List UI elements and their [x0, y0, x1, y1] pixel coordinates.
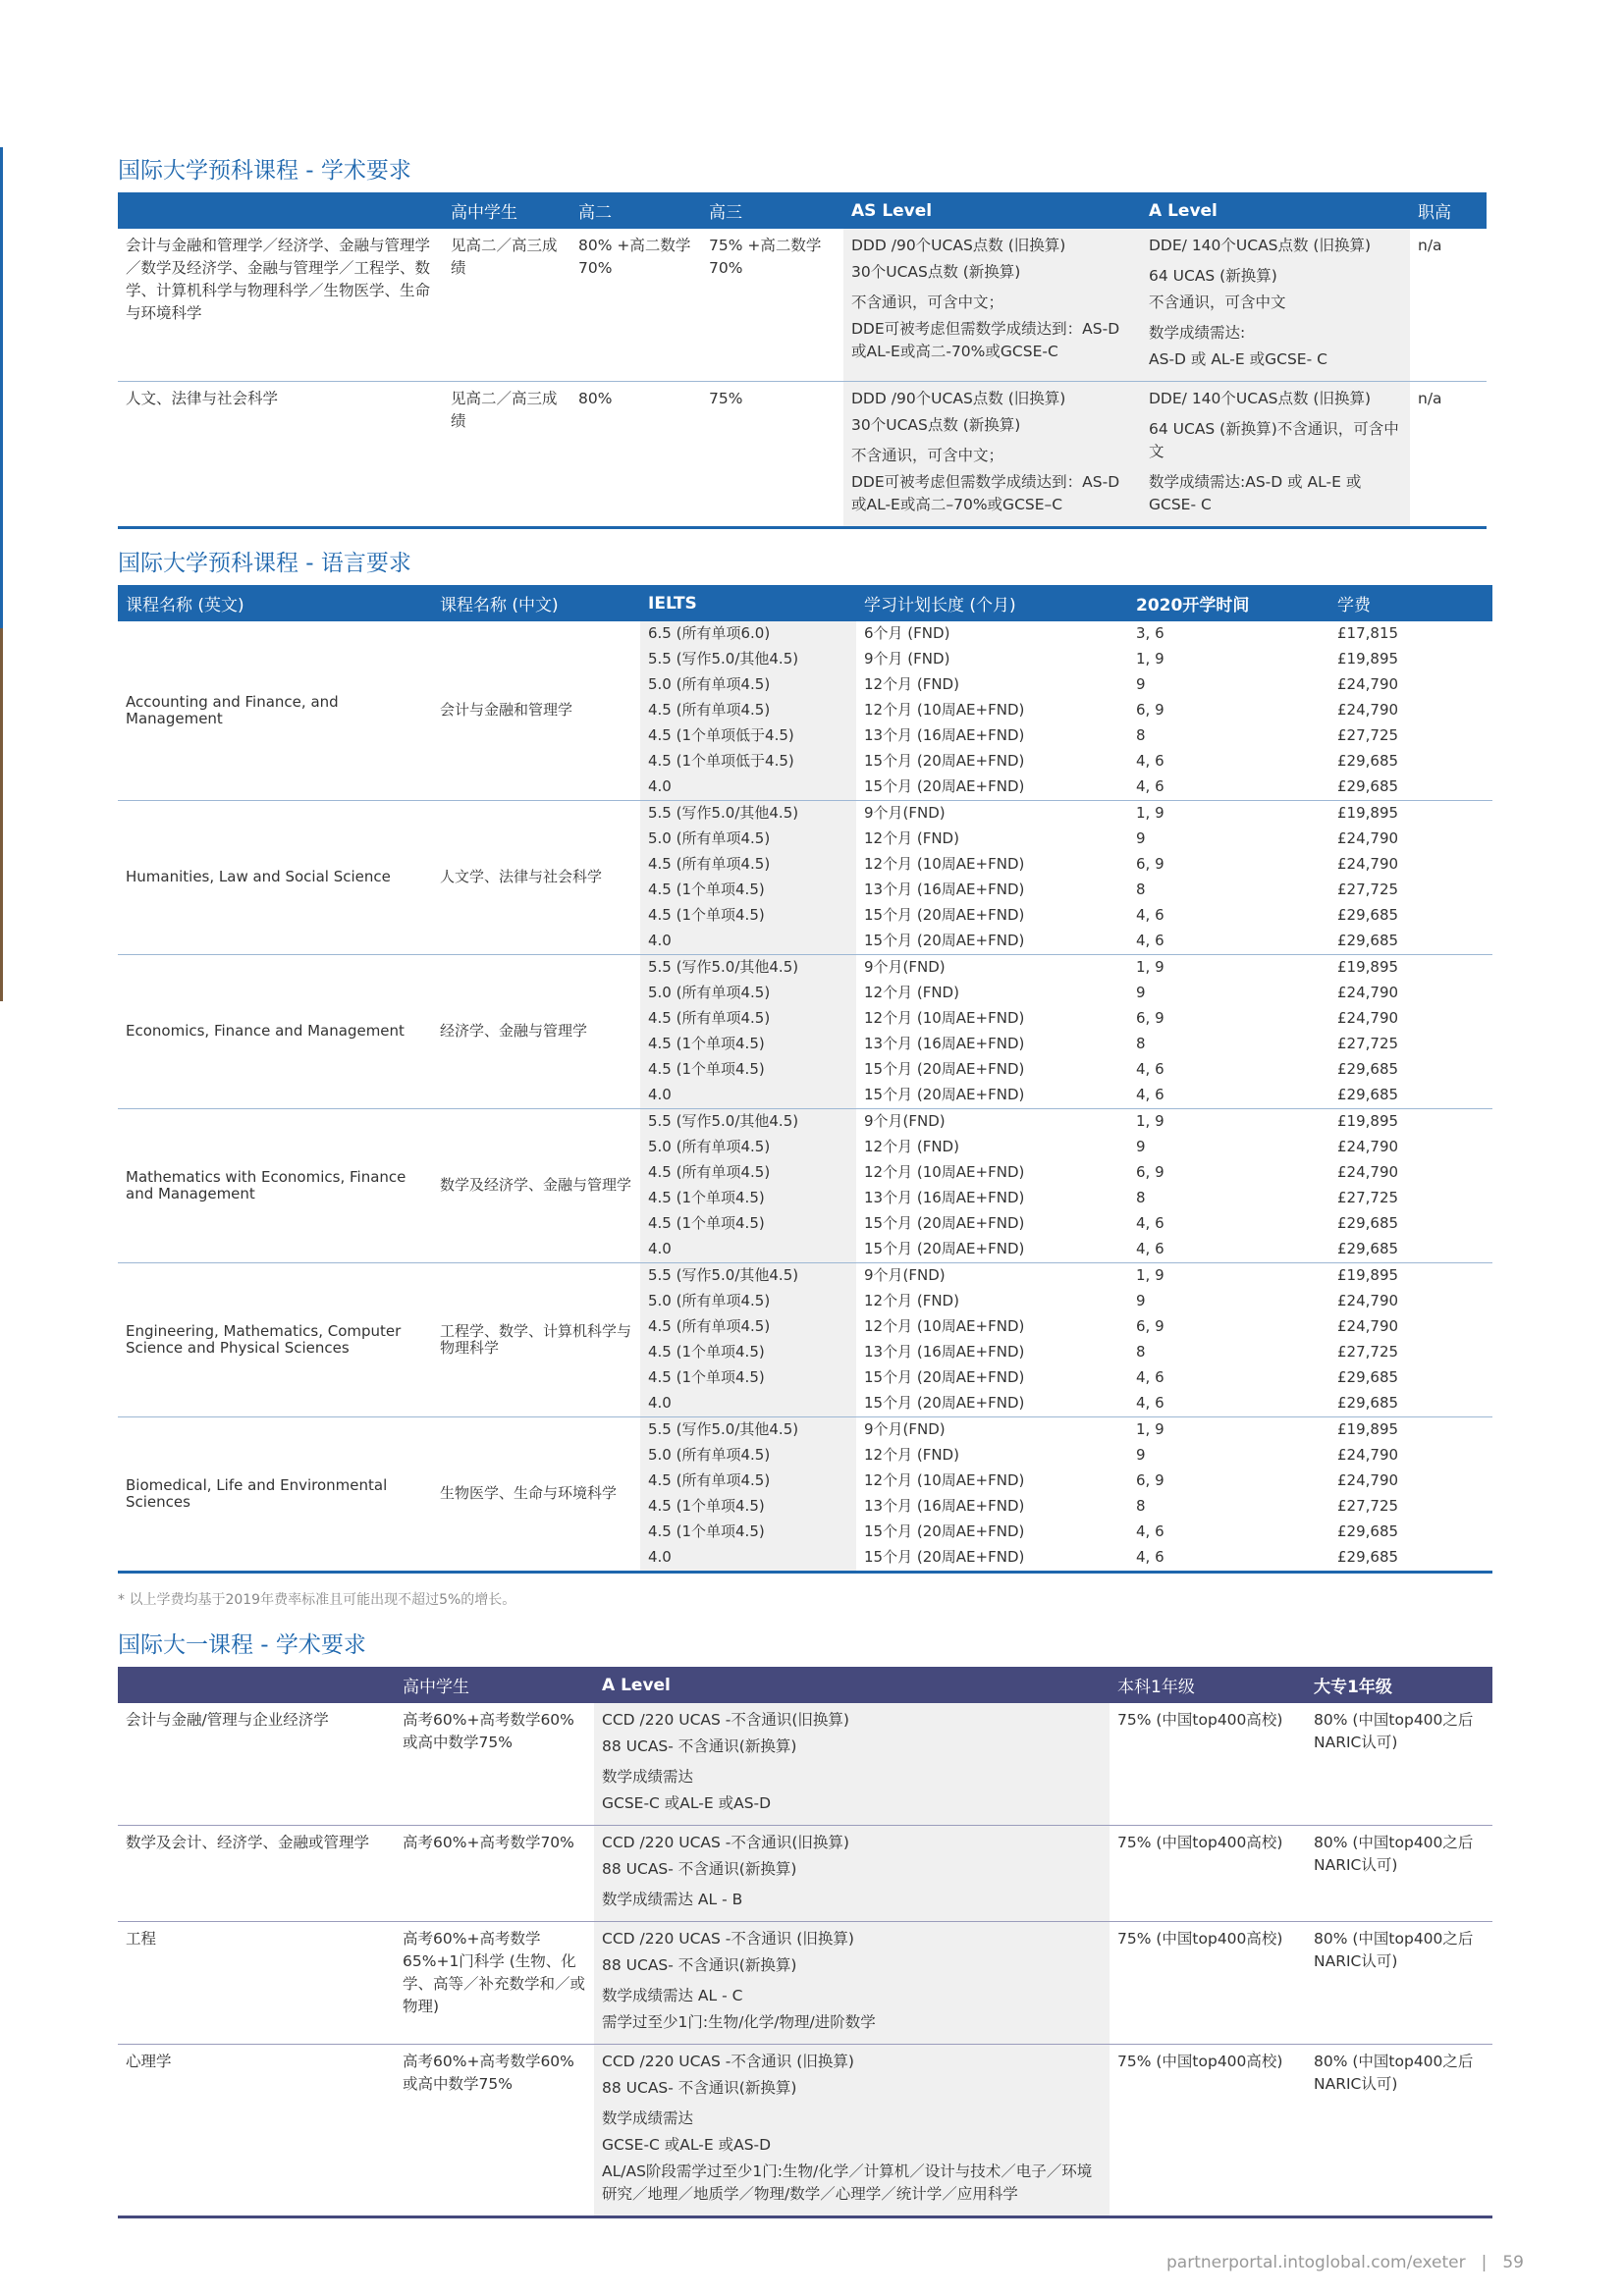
- fee-cell: £29,685: [1337, 1548, 1399, 1566]
- duration-cell: 9个月(FND): [856, 1417, 1128, 1444]
- header-cell: 高中学生: [451, 203, 517, 223]
- college-cell: 80% (中国top400之后NARIC认可): [1306, 1703, 1492, 1826]
- fee-cell: £27,725: [1337, 1189, 1399, 1206]
- ielts-cell: 5.5 (写作5.0/其他4.5): [640, 647, 856, 672]
- section-title-foundation-academic: 国际大学预科课程 - 学术要求: [118, 158, 411, 184]
- hs-cell: 见高二／高三成绩: [443, 229, 570, 382]
- ielts-cell: 4.0: [640, 774, 856, 801]
- fee-cell: £27,725: [1337, 726, 1399, 744]
- start-month-cell: 4, 6: [1136, 1368, 1164, 1386]
- duration-cell: 15个月 (20周AE+FND): [864, 1060, 1025, 1078]
- duration-cell: 13个月 (16周AE+FND): [864, 1343, 1025, 1361]
- ielts-cell: 4.0: [640, 1083, 856, 1109]
- fee-cell: £24,790: [1337, 675, 1399, 693]
- header-cell: [118, 192, 443, 229]
- start-month-cell: 1, 9: [1128, 1109, 1329, 1136]
- fee-cell: £27,725: [1337, 1035, 1399, 1052]
- hs-cell: 高考60%+高考数学70%: [395, 1826, 594, 1922]
- duration-cell: 12个月 (FND): [864, 1292, 959, 1309]
- start-month-cell: 8: [1136, 881, 1146, 898]
- start-month-cell: 8: [1136, 1035, 1146, 1052]
- g3-cell: 75%: [709, 390, 743, 407]
- al-cell: CCD /220 UCAS -不含通识(旧换算) 88 UCAS- 不含通识(新换算) 数学成绩需达 AL - B: [594, 1826, 1110, 1922]
- course-name-cn: 工程学、数学、计算机科学与物理科学: [432, 1263, 640, 1417]
- fee-cell: £24,790: [1337, 1292, 1399, 1309]
- table-year-one-academic: [118, 1667, 1492, 2218]
- start-month-cell: 1, 9: [1136, 650, 1164, 667]
- ielts-cell: 6.5 (所有单项6.0): [640, 621, 856, 647]
- start-month-cell: 9: [1136, 829, 1146, 847]
- fee-cell: £29,685: [1337, 932, 1399, 949]
- subject-cell: 人文、法律与社会科学: [126, 390, 279, 407]
- duration-cell: 15个月 (20周AE+FND): [864, 1522, 1025, 1540]
- start-month-cell: 6, 9: [1136, 1163, 1164, 1181]
- college-cell: 80% (中国top400之后NARIC认可): [1306, 1826, 1492, 1922]
- ielts-cell: 4.5 (所有单项4.5): [640, 698, 856, 723]
- fee-cell: £29,685: [1337, 1522, 1399, 1540]
- start-month-cell: 4, 6: [1136, 752, 1164, 770]
- ielts-cell: 4.5 (所有单项4.5): [640, 1006, 856, 1032]
- header-cell: 学习计划长度 (个月): [864, 596, 1016, 615]
- fee-cell: £27,725: [1337, 1343, 1399, 1361]
- duration-cell: 9个月 (FND): [864, 650, 950, 667]
- start-month-cell: 4, 6: [1136, 1240, 1164, 1257]
- header-cell: 课程名称 (中文): [440, 596, 559, 615]
- table-row: [118, 382, 1487, 528]
- college-cell: 80% (中国top400之后NARIC认可): [1306, 1922, 1492, 2045]
- start-month-cell: 9: [1136, 984, 1146, 1001]
- footer-url-link[interactable]: partnerportal.intoglobal.com/exeter: [1166, 2253, 1466, 2272]
- as-cell: DDD /90个UCAS点数 (旧换算) 30个UCAS点数 (新换算) 不含通识，可含中文； DDE可被考虑但需数学成绩达到：AS-D 或AL-E或高二-70%或GCSE-C: [843, 229, 1141, 382]
- ielts-cell: 4.5 (所有单项4.5): [640, 1468, 856, 1494]
- duration-cell: 9个月(FND): [856, 1109, 1128, 1136]
- start-month-cell: 8: [1136, 1189, 1146, 1206]
- course-name-en: Mathematics with Economics, Finance and Management: [118, 1109, 432, 1263]
- fee-cell: £19,895: [1329, 801, 1492, 828]
- fee-cell: £24,790: [1337, 855, 1399, 873]
- ielts-cell: 5.0 (所有单项4.5): [640, 672, 856, 698]
- ielts-cell: 5.5 (写作5.0/其他4.5): [640, 955, 856, 982]
- start-month-cell: 4, 6: [1136, 1522, 1164, 1540]
- duration-cell: 12个月 (FND): [864, 829, 959, 847]
- start-month-cell: 1, 9: [1128, 801, 1329, 828]
- table-row: [118, 1826, 1492, 1922]
- table-header-row: [118, 1667, 1492, 1703]
- ielts-cell: 4.5 (1个单项4.5): [640, 878, 856, 903]
- course-name-cn: 生物医学、生命与环境科学: [432, 1417, 640, 1573]
- ielts-cell: 4.5 (1个单项4.5): [640, 1365, 856, 1391]
- fee-cell: £24,790: [1337, 1009, 1399, 1027]
- ielts-cell: 4.5 (1个单项4.5): [640, 1211, 856, 1237]
- table-row: [118, 1263, 1492, 1290]
- duration-cell: 15个月 (20周AE+FND): [864, 906, 1025, 924]
- fee-cell: £24,790: [1337, 1163, 1399, 1181]
- al-cell: CCD /220 UCAS -不含通识(旧换算) 88 UCAS- 不含通识(新换算) 数学成绩需达 GCSE-C 或AL-E 或AS-D: [594, 1703, 1110, 1826]
- fee-cell: £24,790: [1337, 1471, 1399, 1489]
- fee-cell: £29,685: [1337, 1368, 1399, 1386]
- hs-cell: 高考60%+高考数学60%或高中数学75%: [395, 1703, 594, 1826]
- start-month-cell: 4, 6: [1136, 906, 1164, 924]
- ielts-cell: 4.5 (所有单项4.5): [640, 1160, 856, 1186]
- duration-cell: 15个月 (20周AE+FND): [864, 1214, 1025, 1232]
- ielts-cell: 5.0 (所有单项4.5): [640, 981, 856, 1006]
- fee-cell: £24,790: [1337, 701, 1399, 719]
- start-month-cell: 8: [1136, 1343, 1146, 1361]
- start-month-cell: 4, 6: [1136, 1214, 1164, 1232]
- g2-cell: 80%: [578, 390, 613, 407]
- ielts-cell: 5.5 (写作5.0/其他4.5): [640, 1417, 856, 1444]
- fee-cell: £29,685: [1337, 777, 1399, 795]
- start-month-cell: 9: [1136, 1446, 1146, 1464]
- table-row: [118, 1109, 1492, 1136]
- start-month-cell: 8: [1136, 726, 1146, 744]
- ielts-cell: 5.5 (写作5.0/其他4.5): [640, 801, 856, 828]
- start-month-cell: 6, 9: [1136, 1471, 1164, 1489]
- header-cell: 高中学生: [403, 1678, 469, 1697]
- fee-cell: £29,685: [1337, 1394, 1399, 1412]
- ielts-cell: 5.0 (所有单项4.5): [640, 1443, 856, 1468]
- ielts-cell: 5.5 (写作5.0/其他4.5): [640, 1263, 856, 1290]
- y1-cell: 75% (中国top400高校): [1110, 1826, 1306, 1922]
- al-cell: CCD /220 UCAS -不含通识 (旧换算) 88 UCAS- 不含通识(新换算) 数学成绩需达 GCSE-C 或AL-E 或AS-D AL/AS阶段需学过至少1门:生物/化学／计算机／设计与技术／电子／环境研究／地理／地质学／物理/数学／心理学／统计学／应用科学: [594, 2045, 1110, 2217]
- y1-cell: 75% (中国top400高校): [1110, 1703, 1306, 1826]
- header-cell: A Level: [1149, 200, 1218, 221]
- fee-cell: £29,685: [1337, 1060, 1399, 1078]
- duration-cell: 12个月 (FND): [864, 1138, 959, 1155]
- start-month-cell: 6, 9: [1136, 855, 1164, 873]
- fee-cell: £19,895: [1329, 955, 1492, 982]
- ielts-cell: 4.5 (1个单项4.5): [640, 1520, 856, 1545]
- start-month-cell: 8: [1136, 1497, 1146, 1515]
- g2-cell: 80% +高二数学70%: [570, 229, 701, 382]
- vocational-cell: n/a: [1410, 229, 1487, 382]
- duration-cell: 9个月(FND): [856, 955, 1128, 982]
- ielts-cell: 4.5 (所有单项4.5): [640, 852, 856, 878]
- vocational-cell: n/a: [1418, 390, 1442, 407]
- table-row: [118, 229, 1487, 382]
- duration-cell: 12个月 (10周AE+FND): [864, 855, 1025, 873]
- start-month-cell: 4, 6: [1136, 1086, 1164, 1103]
- duration-cell: 9个月(FND): [856, 1263, 1128, 1290]
- start-month-cell: 6, 9: [1136, 1317, 1164, 1335]
- course-name-cn: 经济学、金融与管理学: [432, 955, 640, 1109]
- start-month-cell: 1, 9: [1128, 955, 1329, 982]
- language-table-body: [118, 621, 1492, 1573]
- start-month-cell: 4, 6: [1136, 932, 1164, 949]
- header-cell: 高三: [709, 203, 742, 223]
- table-header-row: [118, 192, 1487, 229]
- as-cell: DDD /90个UCAS点数 (旧换算) 30个UCAS点数 (新换算) 不含通识，可含中文； DDE可被考虑但需数学成绩达到：AS-D 或AL-E或高二–70%或GCSE–C: [843, 382, 1141, 528]
- start-month-cell: 6, 9: [1136, 1009, 1164, 1027]
- table-header-row: [118, 585, 1492, 621]
- duration-cell: 15个月 (20周AE+FND): [864, 1240, 1025, 1257]
- duration-cell: 13个月 (16周AE+FND): [864, 726, 1025, 744]
- course-name-en: Engineering, Mathematics, Computer Science and Physical Sciences: [118, 1263, 432, 1417]
- duration-cell: 12个月 (10周AE+FND): [864, 1317, 1025, 1335]
- header-cell: 课程名称 (英文): [126, 596, 244, 615]
- duration-cell: 15个月 (20周AE+FND): [864, 1394, 1025, 1412]
- ielts-cell: 4.5 (1个单项4.5): [640, 1186, 856, 1211]
- hs-cell: 见高二／高三成绩: [451, 390, 558, 430]
- fee-cell: £29,685: [1337, 1086, 1399, 1103]
- duration-cell: 15个月 (20周AE+FND): [864, 932, 1025, 949]
- ielts-cell: 5.5 (写作5.0/其他4.5): [640, 1109, 856, 1136]
- header-cell: 高二: [578, 203, 612, 223]
- start-month-cell: 9: [1136, 1292, 1146, 1309]
- table-row: [118, 1703, 1492, 1826]
- fee-cell: £27,725: [1337, 1497, 1399, 1515]
- ielts-cell: 4.0: [640, 1545, 856, 1573]
- fee-cell: £19,895: [1329, 1263, 1492, 1290]
- duration-cell: 12个月 (10周AE+FND): [864, 1471, 1025, 1489]
- al-cell: CCD /220 UCAS -不含通识 (旧换算) 88 UCAS- 不含通识(新换算) 数学成绩需达 AL - C 需学过至少1门:生物/化学/物理/进阶数学: [594, 1922, 1110, 2045]
- course-name-cn: 会计与金融和管理学: [440, 701, 573, 719]
- start-month-cell: 3, 6: [1136, 624, 1164, 642]
- header-cell: IELTS: [648, 593, 697, 614]
- duration-cell: 15个月 (20周AE+FND): [864, 1548, 1025, 1566]
- duration-cell: 15个月 (20周AE+FND): [864, 777, 1025, 795]
- fee-cell: £27,725: [1337, 881, 1399, 898]
- ielts-cell: 5.0 (所有单项4.5): [640, 827, 856, 852]
- ielts-cell: 4.5 (所有单项4.5): [640, 1314, 856, 1340]
- fee-cell: £24,790: [1337, 829, 1399, 847]
- table-foundation-academic: [118, 192, 1487, 529]
- table-row: [118, 1417, 1492, 1444]
- start-month-cell: 4, 6: [1136, 1394, 1164, 1412]
- ielts-cell: 4.5 (1个单项低于4.5): [640, 749, 856, 774]
- al-cell: DDE/ 140个UCAS点数 (旧换算) 64 UCAS (新换算) 不含通识，可含中文 数学成绩需达: AS-D 或 AL-E 或GCSE- C: [1141, 229, 1410, 382]
- duration-cell: 12个月 (10周AE+FND): [864, 1009, 1025, 1027]
- y1-cell: 75% (中国top400高校): [1117, 2053, 1283, 2070]
- header-cell: 职高: [1418, 203, 1451, 223]
- hs-cell: 高考60%+高考数学60%或高中数学75%: [403, 2053, 574, 2093]
- duration-cell: 9个月(FND): [856, 801, 1128, 828]
- ielts-cell: 4.5 (1个单项4.5): [640, 903, 856, 929]
- duration-cell: 13个月 (16周AE+FND): [864, 1035, 1025, 1052]
- y1-cell: 75% (中国top400高校): [1110, 1922, 1306, 2045]
- ielts-cell: 5.0 (所有单项4.5): [640, 1135, 856, 1160]
- duration-cell: 12个月 (FND): [864, 1446, 959, 1464]
- table-row: [118, 955, 1492, 982]
- duration-cell: 15个月 (20周AE+FND): [864, 1368, 1025, 1386]
- table-row: [118, 801, 1492, 828]
- page-footer: [1166, 2253, 1524, 2272]
- course-name-cn: 人文学、法律与社会科学: [432, 801, 640, 955]
- subject-cell: 心理学: [126, 2053, 172, 2070]
- fee-cell: £24,790: [1337, 1138, 1399, 1155]
- g3-cell: 75% +高二数学70%: [701, 229, 843, 382]
- fee-cell: £29,685: [1337, 1240, 1399, 1257]
- start-month-cell: 4, 6: [1136, 777, 1164, 795]
- header-cell: A Level: [602, 1675, 671, 1695]
- start-month-cell: 9: [1136, 675, 1146, 693]
- start-month-cell: 4, 6: [1136, 1060, 1164, 1078]
- header-cell: AS Level: [851, 200, 933, 221]
- course-name-en: Humanities, Law and Social Science: [118, 801, 432, 955]
- page-number: 59: [1502, 2253, 1524, 2272]
- table-foundation-language: [118, 585, 1492, 1574]
- ielts-cell: 4.0: [640, 929, 856, 955]
- duration-cell: 12个月 (10周AE+FND): [864, 701, 1025, 719]
- start-month-cell: 1, 9: [1128, 1263, 1329, 1290]
- fee-cell: £29,685: [1337, 1214, 1399, 1232]
- course-name-en: Biomedical, Life and Environmental Sciences: [118, 1417, 432, 1573]
- course-name-en: Accounting and Finance, and Management: [126, 692, 339, 727]
- section-title-foundation-language: 国际大学预科课程 - 语言要求: [118, 551, 411, 576]
- fee-cell: £19,895: [1329, 1109, 1492, 1136]
- duration-cell: 6个月 (FND): [864, 624, 950, 642]
- ielts-cell: 5.0 (所有单项4.5): [640, 1289, 856, 1314]
- ielts-cell: 4.5 (1个单项低于4.5): [640, 723, 856, 749]
- college-cell: 80% (中国top400之后NARIC认可): [1314, 2053, 1474, 2093]
- duration-cell: 12个月 (10周AE+FND): [864, 1163, 1025, 1181]
- duration-cell: 13个月 (16周AE+FND): [864, 1189, 1025, 1206]
- ielts-cell: 4.0: [640, 1237, 856, 1263]
- duration-cell: 12个月 (FND): [864, 984, 959, 1001]
- header-cell: 本科1年级: [1117, 1678, 1195, 1697]
- ielts-cell: 4.0: [640, 1391, 856, 1417]
- fee-cell: £24,790: [1337, 1317, 1399, 1335]
- subject-cell: 会计与金融/管理与企业经济学: [118, 1703, 395, 1826]
- fee-cell: £19,895: [1329, 1417, 1492, 1444]
- al-cell: DDE/ 140个UCAS点数 (旧换算) 64 UCAS (新换算)不含通识，可含中文 数学成绩需达:AS-D 或 AL-E 或 GCSE- C: [1141, 382, 1410, 528]
- fee-cell: £29,685: [1337, 752, 1399, 770]
- subject-cell: 工程: [118, 1922, 395, 2045]
- left-edge-bar-accent: [0, 628, 3, 1001]
- start-month-cell: 4, 6: [1136, 1548, 1164, 1566]
- section-title-year-one-academic: 国际大一课程 - 学术要求: [118, 1632, 366, 1658]
- fee-note: * 以上学费均基于2019年费率标准且可能出现不超过5%的增长。: [118, 1592, 516, 1608]
- ielts-cell: 4.5 (1个单项4.5): [640, 1494, 856, 1520]
- start-month-cell: 9: [1136, 1138, 1146, 1155]
- hs-cell: 高考60%+高考数学65%+1门科学 (生物、化学、高等／补充数学和／或物理): [395, 1922, 594, 2045]
- fee-cell: £24,790: [1337, 984, 1399, 1001]
- table-row: [118, 2045, 1492, 2217]
- header-cell: 大专1年级: [1314, 1678, 1392, 1697]
- course-name-en: Economics, Finance and Management: [118, 955, 432, 1109]
- start-month-cell: 1, 9: [1128, 1417, 1329, 1444]
- table-row: [118, 1922, 1492, 2045]
- course-name-cn: 数学及经济学、金融与管理学: [432, 1109, 640, 1263]
- fee-cell: £29,685: [1337, 906, 1399, 924]
- fee-cell: £24,790: [1337, 1446, 1399, 1464]
- duration-cell: 13个月 (16周AE+FND): [864, 881, 1025, 898]
- subject-cell: 数学及会计、经济学、金融或管理学: [118, 1826, 395, 1922]
- duration-cell: 12个月 (FND): [864, 675, 959, 693]
- ielts-cell: 4.5 (1个单项4.5): [640, 1340, 856, 1365]
- subject-cell: 会计与金融和管理学／经济学、金融与管理学／数学及经济学、金融与管理学／工程学、数学、计算机科学与物理科学／生物医学、生命与环境科学: [118, 229, 443, 382]
- fee-cell: £17,815: [1337, 624, 1399, 642]
- footer-separator: |: [1481, 2253, 1488, 2272]
- duration-cell: 15个月 (20周AE+FND): [864, 752, 1025, 770]
- header-cell: 学费: [1337, 596, 1371, 615]
- fee-cell: £19,895: [1337, 650, 1399, 667]
- header-cell: [118, 1667, 395, 1703]
- header-cell: 2020开学时间: [1136, 596, 1250, 615]
- table-row: [118, 621, 1492, 647]
- ielts-cell: 4.5 (1个单项4.5): [640, 1032, 856, 1057]
- start-month-cell: 6, 9: [1136, 701, 1164, 719]
- duration-cell: 13个月 (16周AE+FND): [864, 1497, 1025, 1515]
- duration-cell: 15个月 (20周AE+FND): [864, 1086, 1025, 1103]
- ielts-cell: 4.5 (1个单项4.5): [640, 1057, 856, 1083]
